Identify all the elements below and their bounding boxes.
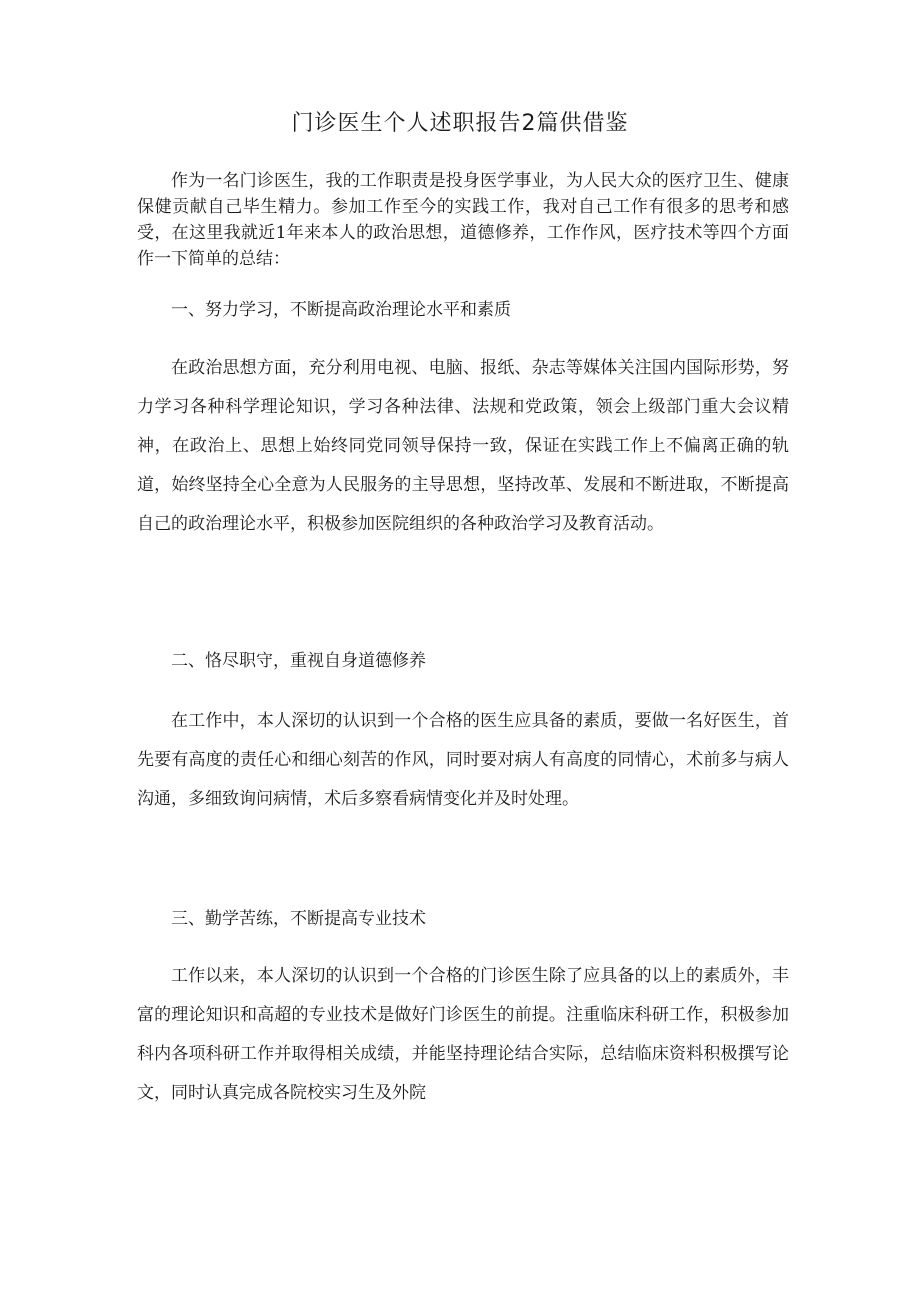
section-paragraph-2: 在工作中，本人深切的认识到一个合格的医生应具备的素质，要做一名好医生，首先要有高度的责任心和细心刻苦的作风，同时要对病人有高度的同情心，术前多与病人沟通，多细致询问病情，术后多察看病情变化并及时处理。 [137,711,789,809]
section-paragraph-3: 工作以来，本人深切的认识到一个合格的门诊医生除了应具备的以上的素质外，丰富的理论知识和高超的专业技术是做好门诊医生的前提。注重临床科研工作，积极参加科内各项科研工作并取得相关成绩，并能坚持理论结合实际，总结临床资料积极撰写论文，同时认真完成各院校实习生及外院 [137,966,789,1103]
section-heading-1: 一、努力学习，不断提高政治理论水平和素质 [171,300,511,320]
intro-paragraph: 作为一名门诊医生，我的工作职责是投身医学事业，为人民大众的医疗卫生、健康保健贡献自己毕生精力。参加工作至今的实践工作，我对自己工作有很多的思考和感受，在这里我就近1年来本人的政治思想，道德修养，工作作风，医疗技术等四个方面作一下简单的总结： [137,171,789,269]
section-heading-2: 二、恪尽职守，重视自身道德修养 [171,651,426,671]
document-title: 门诊医生个人述职报告2篇供借鉴 [291,111,629,136]
section-paragraph-1: 在政治思想方面，充分利用电视、电脑、报纸、杂志等媒体关注国内国际形势，努力学习各种科学理论知识，学习各种法律、法规和党政策，领会上级部门重大会议精神，在政治上、思想上始终同党同领导保持一致，保证在实践工作上不偏离正确的轨道，始终坚持全心全意为人民服务的主导思想，坚持改革、发展和不断进取，不断提高自己的政治理论水平，积极参加医院组织的各种政治学习及教育活动。 [137,358,789,534]
section-heading-3: 三、勤学苦练，不断提高专业技术 [171,909,426,929]
